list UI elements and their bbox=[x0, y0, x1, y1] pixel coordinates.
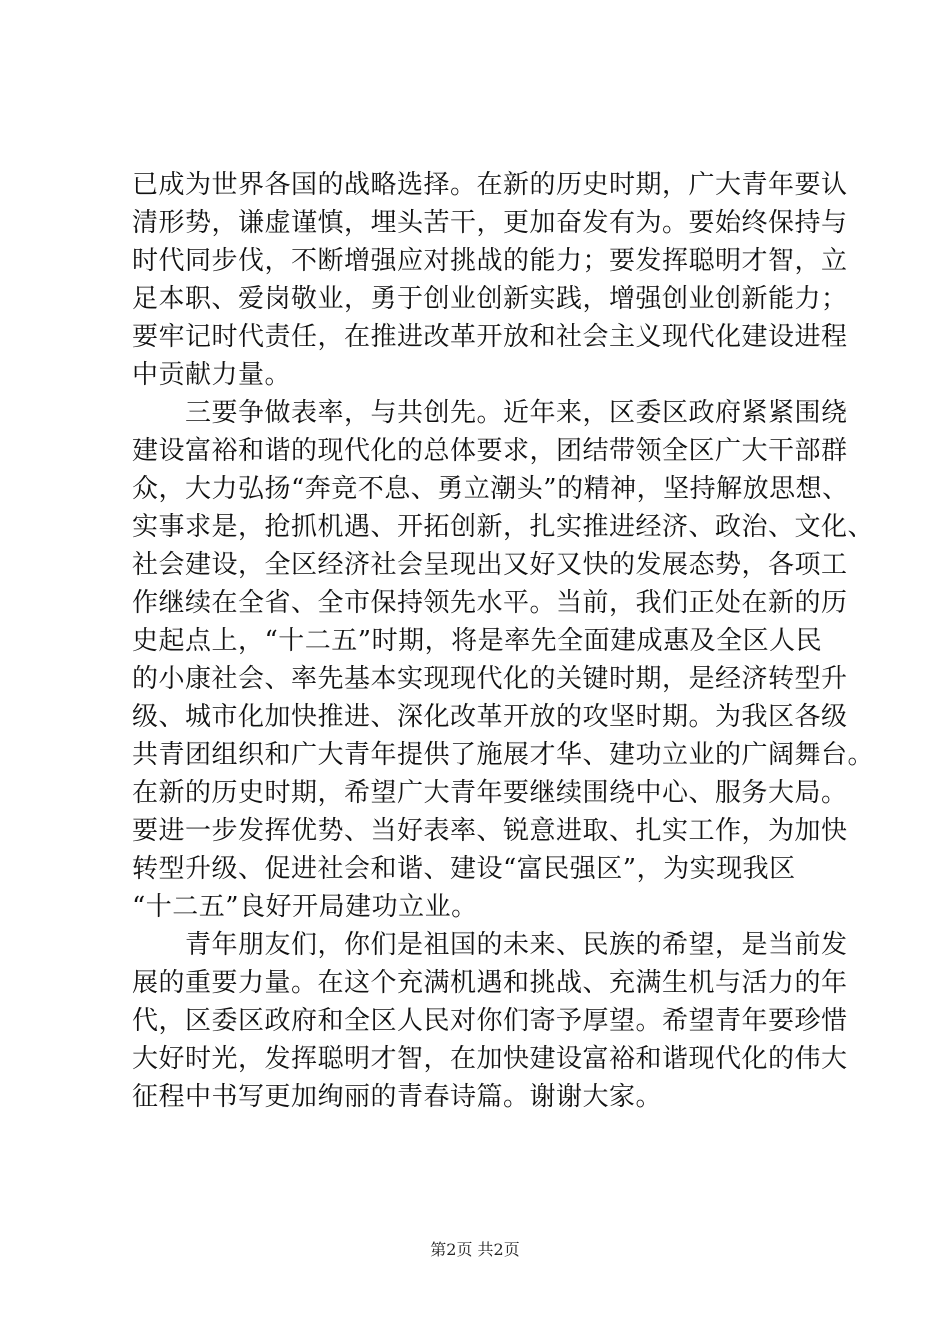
text-line: 共青团组织和广大青年提供了施展才华、建功立业的广阔舞台。 bbox=[132, 740, 875, 770]
text-line: “十二五”良好开局建功立业。 bbox=[132, 892, 478, 922]
text-line: 代，区委区政府和全区人民对你们寄予厚望。希望青年要珍惜 bbox=[132, 1006, 848, 1036]
text-line: 史起点上，“十二五”时期，将是率先全面建成惠及全区人民 bbox=[132, 626, 823, 656]
text-line: 青年朋友们，你们是祖国的未来、民族的希望，是当前发 bbox=[132, 930, 848, 960]
text-line: 作继续在全省、全市保持领先水平。当前，我们正处在新的历 bbox=[132, 588, 848, 618]
text-line: 的小康社会、率先基本实现现代化的关键时期，是经济转型升 bbox=[132, 664, 848, 694]
text-line: 展的重要力量。在这个充满机遇和挑战、充满生机与活力的年 bbox=[132, 968, 848, 998]
text-line: 时代同步伐，不断增强应对挑战的能力；要发挥聪明才智，立 bbox=[132, 246, 848, 276]
text-line: 在新的历史时期，希望广大青年要继续围绕中心、服务大局。 bbox=[132, 778, 848, 808]
text-line: 实事求是，抢抓机遇、开拓创新，扎实推进经济、政治、文化、 bbox=[132, 512, 875, 542]
text-line: 转型升级、促进社会和谐、建设“富民强区”，为实现我区 bbox=[132, 854, 796, 884]
text-line: 已成为世界各国的战略选择。在新的历史时期，广大青年要认 bbox=[132, 170, 848, 200]
text-line: 三要争做表率，与共创先。近年来，区委区政府紧紧围绕 bbox=[132, 398, 848, 428]
text-line: 征程中书写更加绚丽的青春诗篇。谢谢大家。 bbox=[132, 1082, 663, 1112]
text-line: 要进一步发挥优势、当好表率、锐意进取、扎实工作，为加快 bbox=[132, 816, 848, 846]
text-line: 社会建设，全区经济社会呈现出又好又快的发展态势，各项工 bbox=[132, 550, 848, 580]
text-line: 要牢记时代责任，在推进改革开放和社会主义现代化建设进程 bbox=[132, 322, 848, 352]
text-line: 大好时光，发挥聪明才智，在加快建设富裕和谐现代化的伟大 bbox=[132, 1044, 848, 1074]
page-number-footer: 第2页 共2页 bbox=[430, 1240, 520, 1259]
document-body bbox=[132, 166, 875, 1116]
text-line: 中贡献力量。 bbox=[132, 360, 292, 390]
text-line: 清形势，谦虚谨慎，埋头苦干，更加奋发有为。要始终保持与 bbox=[132, 208, 848, 238]
text-line: 建设富裕和谐的现代化的总体要求，团结带领全区广大干部群 bbox=[132, 436, 848, 466]
text-line: 众，大力弘扬“奔竞不息、勇立潮头”的精神，坚持解放思想、 bbox=[132, 474, 849, 504]
text-line: 级、城市化加快推进、深化改革开放的攻坚时期。为我区各级 bbox=[132, 702, 848, 732]
text-line: 足本职、爱岗敬业，勇于创业创新实践，增强创业创新能力； bbox=[132, 284, 848, 314]
